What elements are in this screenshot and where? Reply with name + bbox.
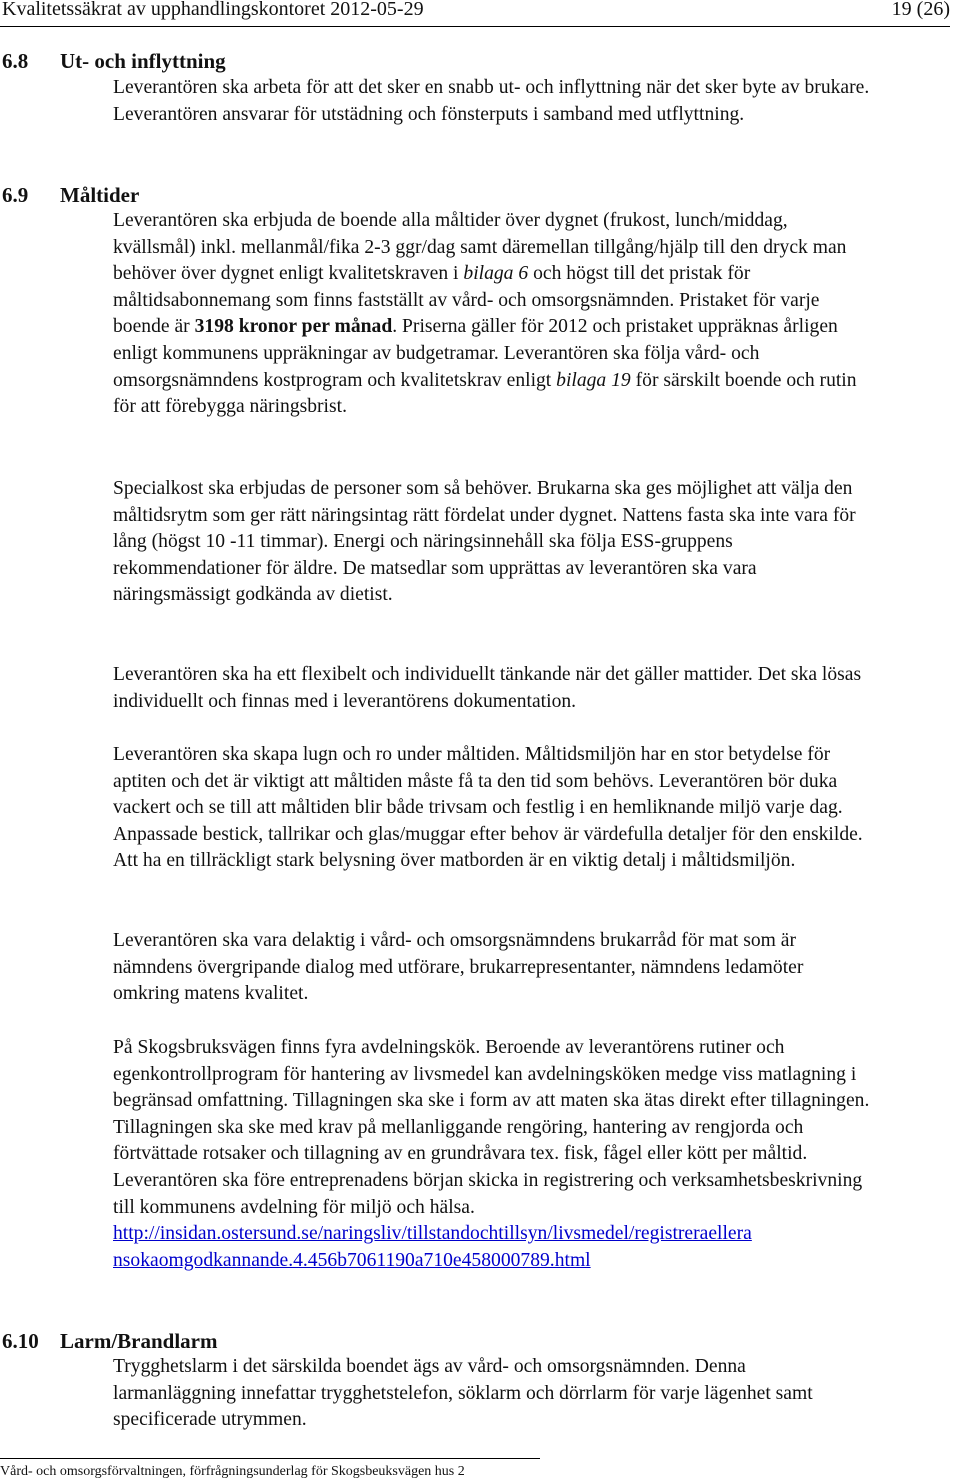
text-run: för särskilt boende och rutin för att förebygga näringsbrist. — [113, 369, 857, 418]
section-heading-6-8 — [2, 48, 226, 74]
section-number: 6.10 — [2, 1329, 39, 1353]
attachment-reference: bilaga 19 — [556, 369, 631, 391]
livsmedel-registration-link-continued[interactable]: nsokaomgodkannande.4.456b7061190a710e458000789.html — [113, 1249, 591, 1271]
section-heading-6-9 — [2, 182, 139, 208]
section-number: 6.9 — [2, 183, 29, 207]
section-body-6-10 — [113, 1354, 873, 1434]
section-body-6-8 — [113, 75, 873, 128]
header-title: Kvalitetssäkrat av upphandlingskontoret 2012-05-29 — [2, 0, 424, 20]
section-body-6-9-p5 — [113, 928, 873, 1008]
text-run: . Priserna gäller för 2012 och pristaket uppräknas årligen enligt kommunens uppräkningar av budgetramar. Leverantören ska följa vård- och omsorgsnämndens kostprogram och kvalitetskrav enligt — [113, 316, 838, 391]
livsmedel-registration-link[interactable]: http://insidan.ostersund.se/naringsliv/tillstandochtillsyn/livsmedel/registreraellera — [113, 1223, 752, 1245]
section-title: Larm/Brandlarm — [60, 1329, 218, 1353]
paragraph — [113, 208, 873, 421]
attachment-reference: bilaga 6 — [463, 263, 529, 285]
link-line-2 — [113, 1248, 873, 1275]
paragraph: Leverantören ska arbeta för att det sker en snabb ut- och inflyttning när det sker byte av brukare. Leverantören ansvarar för utstädning och fönsterputs i samband med utflyttning. — [113, 77, 870, 125]
section-body-6-9-p2 — [113, 476, 873, 609]
paragraph: Leverantören ska skapa lugn och ro under måltiden. Måltidsmiljön har en stor betydelse för aptiten och det är viktigt att måltiden måste få ta den tid som behövs. Leverantören bör duka vackert och se till att måltiden blir både trivsam och festlig i en hemliknande miljö varje dag. Anpassade bestick, tallrikar och glas/muggar efter behov är värdefulla detaljer för den enskilde. Att ha en tillräckligt stark belysning över matborden är en viktig detalj i måltidsmiljön. — [113, 744, 863, 872]
price-cap: 3198 kronor per månad — [194, 316, 393, 338]
text-run: och högst till det pristak för måltidsabonnemang som finns fastställt av vård- och omsorgsnämnden. Pristaket för varje boende är — [113, 263, 820, 338]
section-title: Ut- och inflyttning — [60, 49, 226, 73]
text-run: Leverantören ska erbjuda de boende alla måltider över dygnet (frukost, lunch/middag, kvällsmål) inkl. mellanmål/fika 2-3 ggr/dag samt däremellan tillgång/hjälp till den dryck man behöver över dygnet enligt kvalitetskraven i — [113, 210, 847, 285]
paragraph: Trygghetslarm i det särskilda boendet ägs av vård- och omsorgsnämnden. Denna larmanläggning innefattar trygghetstelefon, söklarm och dörrlarm för varje lägenhet samt specificerade utrymmen. — [113, 1356, 813, 1431]
page-number: 19 (26) — [891, 0, 950, 20]
section-number: 6.8 — [2, 49, 29, 73]
section-title: Måltider — [60, 183, 140, 207]
paragraph: Leverantören ska ha ett flexibelt och individuellt tänkande när det gäller mattider. Det ska lösas individuellt och finnas med i leverantörens dokumentation. — [113, 664, 862, 712]
link-line-1 — [113, 1221, 873, 1248]
section-body-6-9-p6 — [113, 1035, 873, 1274]
paragraph: På Skogsbruksvägen finns fyra avdelningskök. Beroende av leverantörens rutiner och egenkontrollprogram för hantering av livsmedel kan avdelningsköken medge viss matlagning i begränsad omfattning. Tillagningen ska ske i form av att maten ska ätas direkt efter tillagningen. Tillagningen ska ske med krav på mellanliggande rengöring, hantering av rengjorda och förtvättade rotsaker och tillagning av en grundråvara tex. fisk, fågel eller kött per måltid. Leverantören ska före entreprenadens början skicka in registrering och verksamhetsbeskrivning till kommunens avdelning för miljö och hälsa. — [113, 1037, 870, 1218]
paragraph: Leverantören ska vara delaktig i vård- och omsorgsnämndens brukarråd för mat som är nämndens övergripande dialog med utförare, brukarrepresentanter, nämndens ledamöter omkring matens kvalitet. — [113, 930, 804, 1005]
page-header — [0, 0, 950, 27]
section-heading-6-10 — [2, 1328, 218, 1354]
page-footer: Vård- och omsorgsförvaltningen, förfrågningsunderlag för Skogsbeuksvägen hus 2 — [0, 1458, 540, 1481]
section-body-6-9-p1 — [113, 208, 873, 421]
section-body-6-9-p3 — [113, 662, 873, 715]
paragraph: Specialkost ska erbjudas de personer som så behöver. Brukarna ska ges möjlighet att välja den måltidsrytm som ger rätt näringsintag rätt fördelat under dygnet. Nattens fasta ska inte vara för lång (högst 10 -11 timmar). Energi och näringsinnehåll ska följa ESS-gruppens rekommendationer för äldre. De matsedlar som upprättas av leverantören ska vara näringsmässigt godkända av dietist. — [113, 478, 856, 606]
section-body-6-9-p4 — [113, 742, 873, 875]
